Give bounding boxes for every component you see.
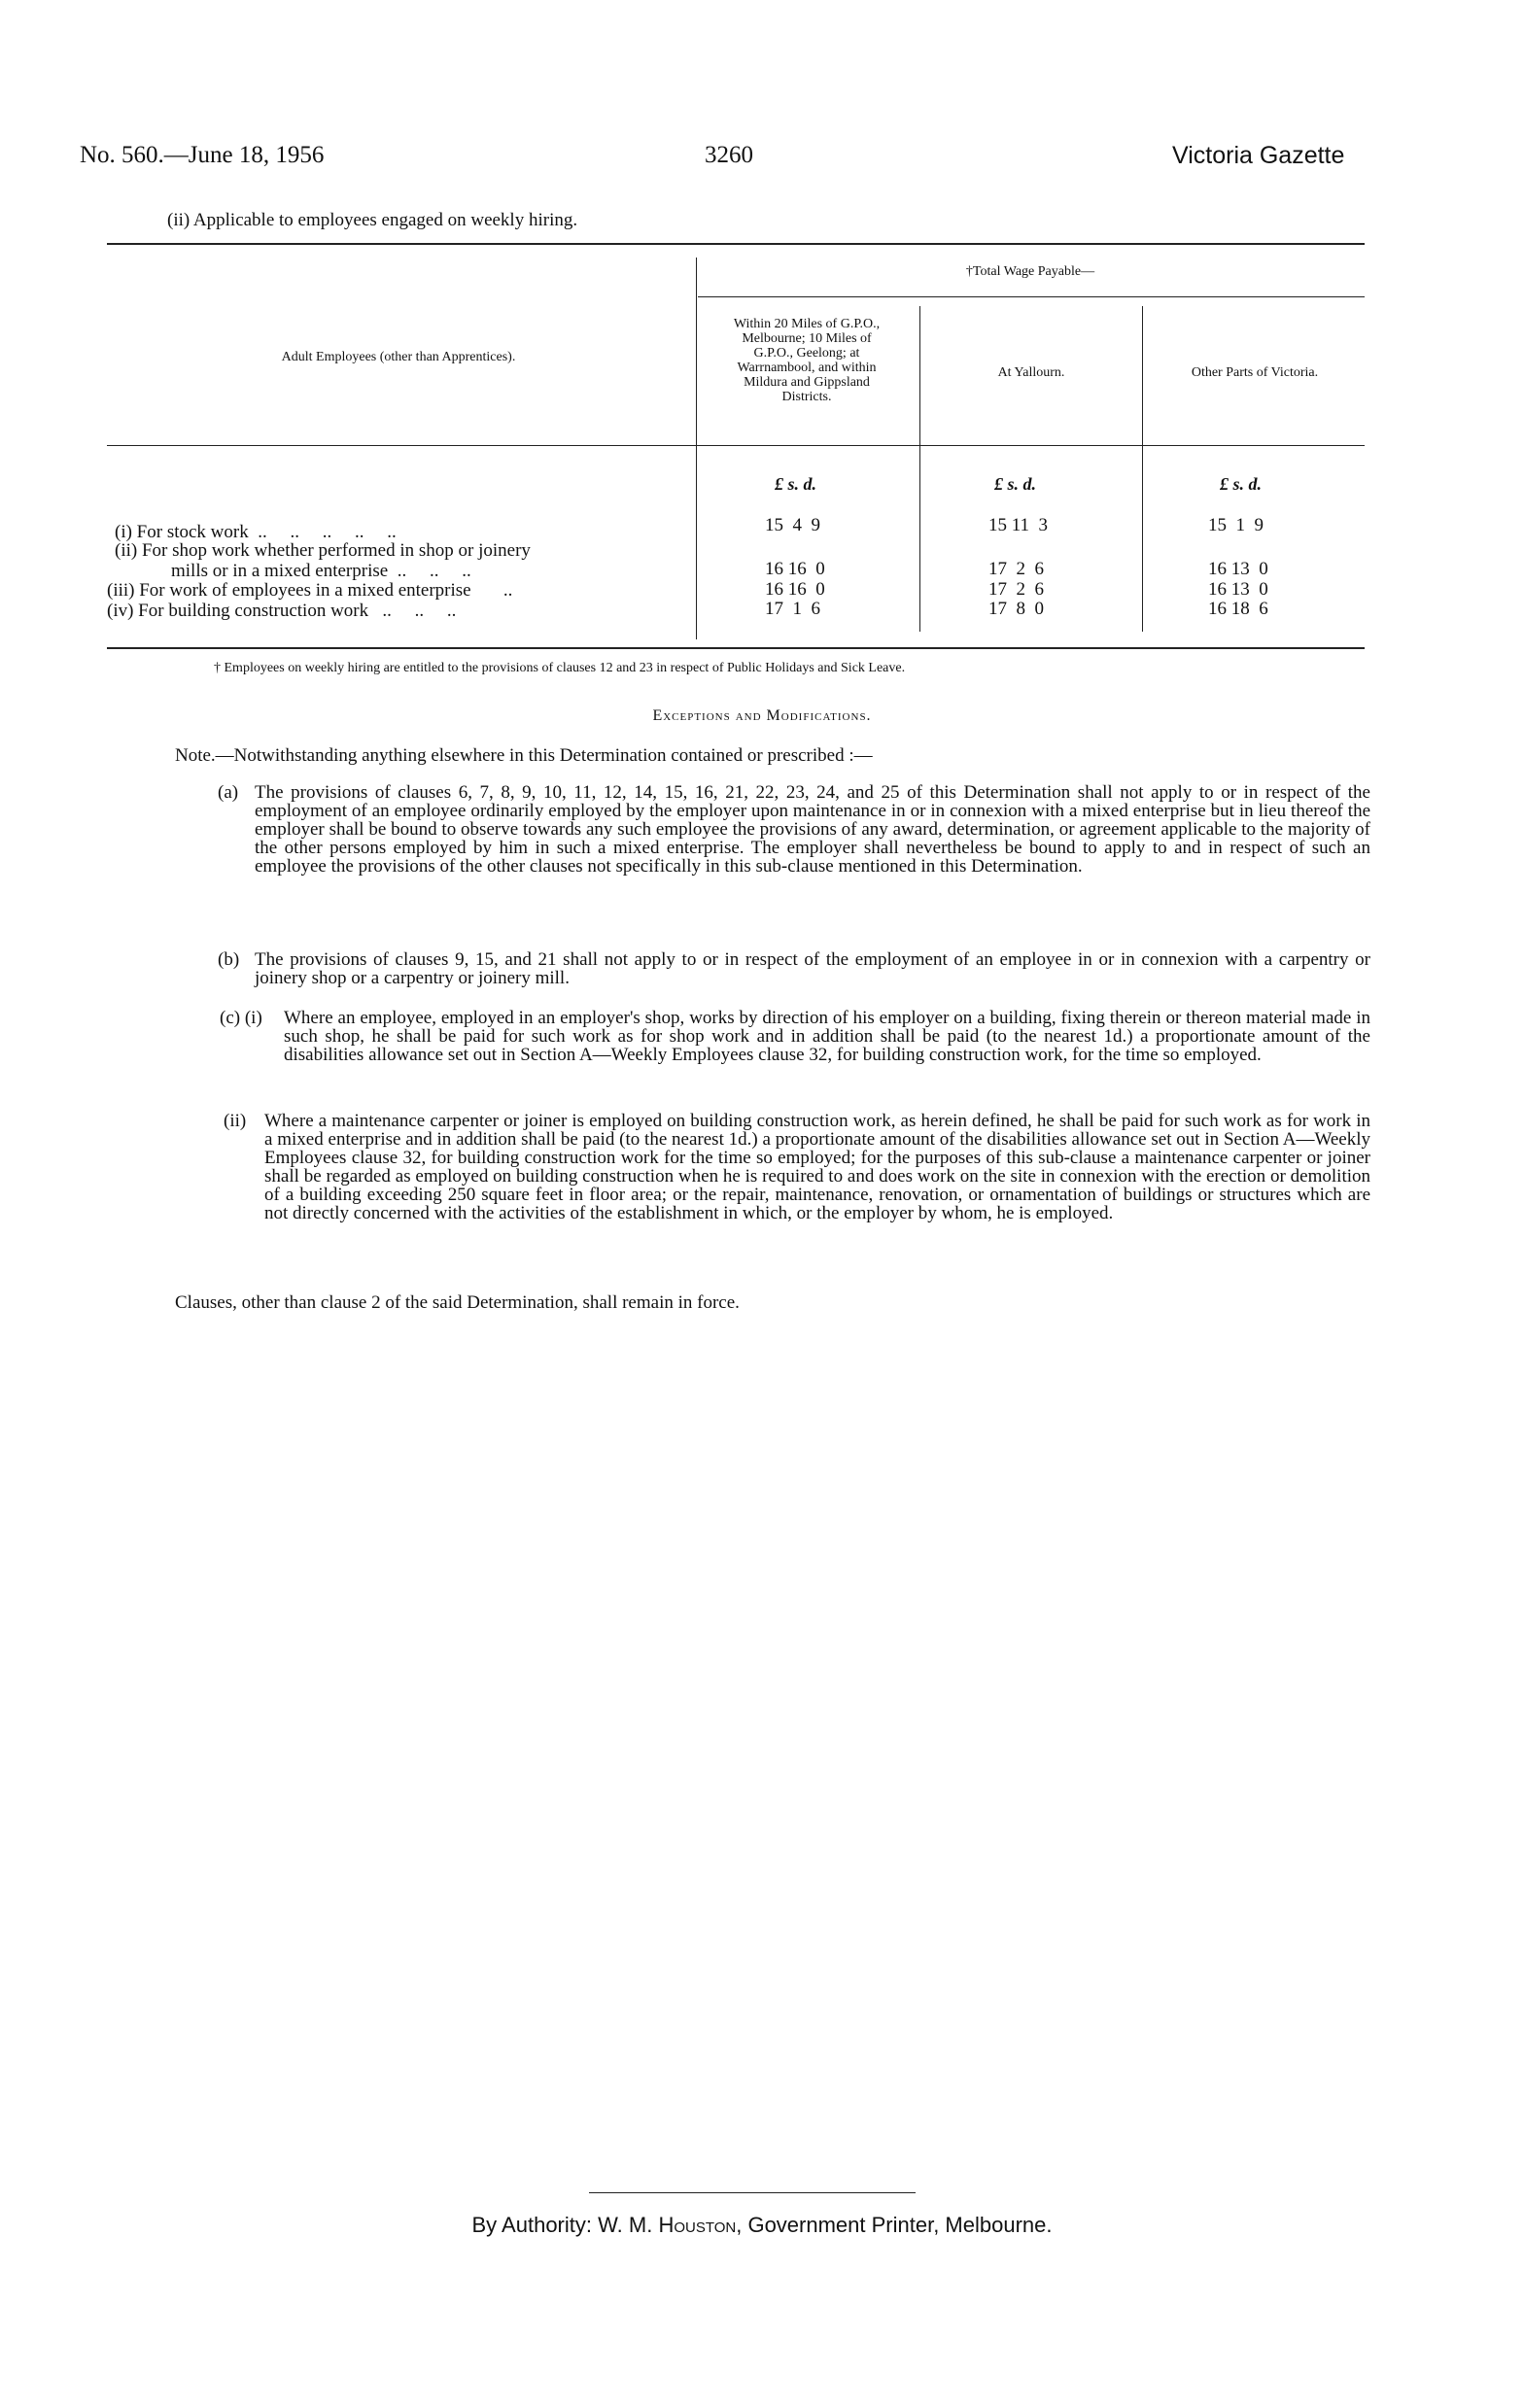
column-header-yallourn: At Yallourn. bbox=[997, 365, 1065, 380]
table-top-rule bbox=[107, 243, 1365, 245]
authority-rule bbox=[589, 2192, 916, 2193]
clause-c-ii bbox=[224, 1111, 1370, 1223]
clause-c-i-text: Where an employee, employed in an employer's shop, works by direction of his employer on a building, fixing therein or thereon material made in such shop, he shall be paid for such work as for shop work and in addition shall be paid (to the nearest 1d.) a proportionate amount of the disabilities allowance set out in Section A—Weekly Employees clause 32, for building construction work, for the time so employed. bbox=[284, 1008, 1370, 1065]
authority-line bbox=[0, 2213, 1524, 2238]
row-label-mixed-enterprise: (iii) For work of employees in a mixed enterprise .. bbox=[107, 580, 513, 601]
value-stock-melbourne: 15 4 9 bbox=[765, 515, 820, 535]
column-divider-2 bbox=[919, 306, 920, 632]
page-number: 3260 bbox=[705, 142, 753, 168]
table-footnote: † Employees on weekly hiring are entitled to the provisions of clauses 12 and 23 in respect of Public Holidays and Sick Leave. bbox=[214, 661, 906, 675]
value-mixed-yallourn: 17 2 6 bbox=[988, 579, 1044, 600]
issue-number: No. 560.—June 18, 1956 bbox=[80, 142, 325, 168]
units-col-2: £ s. d. bbox=[994, 474, 1037, 494]
units-col-3: £ s. d. bbox=[1220, 474, 1263, 494]
value-building-other: 16 18 6 bbox=[1208, 599, 1268, 619]
row-header: Adult Employees (other than Apprentices). bbox=[281, 350, 516, 364]
note-intro: Note.—Notwithstanding anything elsewhere in this Determination contained or prescribed :— bbox=[175, 745, 873, 766]
closing-statement: Clauses, other than clause 2 of the said Determination, shall remain in force. bbox=[175, 1292, 740, 1313]
value-stock-other: 15 1 9 bbox=[1208, 515, 1264, 535]
units-col-1: £ s. d. bbox=[775, 474, 817, 494]
clause-c-i bbox=[220, 1008, 1370, 1065]
clause-b-label: (b) bbox=[218, 949, 240, 970]
clause-a bbox=[218, 782, 1370, 877]
column-divider-1 bbox=[696, 258, 697, 639]
clause-a-label: (a) bbox=[218, 782, 239, 803]
value-mixed-other: 16 13 0 bbox=[1208, 579, 1268, 600]
clause-c-ii-label: (ii) bbox=[224, 1111, 247, 1131]
group-header-rule bbox=[698, 296, 1365, 297]
clause-a-text: The provisions of clauses 6, 7, 8, 9, 10, 11, 12, 14, 15, 16, 21, 22, 23, 24, and 25 of this Determination shall not apply to or in respect of the employment of an employee ordinarily employed by the employer upon maintenance in or in connexion with a mixed enterprise but in lieu thereof the employer shall be bound to observe towards any such employee the provisions of any award, determination, or agreement applicable to the majority of the other persons employed by him in such a mixed enterprise. The employer shall nevertheless be bound to apply to and in respect of such an employee the provisions of the other clauses not specifically in this sub-clause mentioned in this Determination. bbox=[255, 782, 1370, 877]
authority-suffix: , Government Printer, Melbourne. bbox=[736, 2213, 1053, 2237]
column-header-melbourne: Within 20 Miles of G.P.O., Melbourne; 10 Miles of G.P.O., Geelong; at Warrnambool, and within Mildura and Gippsland Districts. bbox=[733, 317, 881, 404]
section-heading: Exceptions and Modifications. bbox=[652, 707, 872, 724]
clause-b bbox=[218, 949, 1370, 988]
value-building-melbourne: 17 1 6 bbox=[765, 599, 820, 619]
column-divider-3 bbox=[1142, 306, 1143, 632]
table-subtitle: (ii) Applicable to employees engaged on weekly hiring. bbox=[167, 210, 578, 230]
clause-c-i-label: (c) (i) bbox=[220, 1008, 262, 1028]
printer-name: Houston bbox=[658, 2213, 737, 2237]
authority-prefix: By Authority: W. M. bbox=[471, 2213, 659, 2237]
value-mixed-melbourne: 16 16 0 bbox=[765, 579, 825, 600]
row-label-stock-work: (i) For stock work .. .. .. .. .. bbox=[115, 522, 397, 542]
row-label-building-construction: (iv) For building construction work .. .. .. bbox=[107, 601, 457, 621]
publication-title: Victoria Gazette bbox=[1172, 142, 1345, 169]
group-header: †Total Wage Payable— bbox=[965, 264, 1095, 279]
value-shop-yallourn: 17 2 6 bbox=[988, 559, 1044, 579]
column-header-other-parts: Other Parts of Victoria. bbox=[1191, 365, 1319, 380]
value-building-yallourn: 17 8 0 bbox=[988, 599, 1044, 619]
clause-b-text: The provisions of clauses 9, 15, and 21 shall not apply to or in respect of the employment of an employee in or in connexion with a carpentry or joinery shop or a carpentry or joinery mill. bbox=[255, 949, 1370, 988]
clause-c-ii-text: Where a maintenance carpenter or joiner is employed on building construction work, as herein defined, he shall be paid for such work as for work in a mixed enterprise and in addition shall be paid (to the nearest 1d.) a proportionate amount of the disabilities allowance set out in Section A—Weekly Employees clause 32, for building construction work for the time so employed; for the purposes of this sub-clause a maintenance carpenter or joiner shall be regarded as employed on building construction when he is required to and does work on the site in connexion with the erection or demolition of a building exceeding 250 square feet in floor area; or the repair, maintenance, renovation, or ornamentation of buildings or structures which are not directly concerned with the activities of the establishment in which, or the employer by whom, he is employed. bbox=[264, 1111, 1370, 1223]
value-shop-other: 16 13 0 bbox=[1208, 559, 1268, 579]
table-bottom-rule bbox=[107, 647, 1365, 649]
value-shop-melbourne: 16 16 0 bbox=[765, 559, 825, 579]
row-label-shop-work-cont: mills or in a mixed enterprise .. .. .. bbox=[171, 561, 471, 581]
row-label-shop-work: (ii) For shop work whether performed in shop or joinery bbox=[115, 540, 531, 561]
value-stock-yallourn: 15 11 3 bbox=[988, 515, 1049, 535]
table-header-rule bbox=[107, 445, 1365, 446]
